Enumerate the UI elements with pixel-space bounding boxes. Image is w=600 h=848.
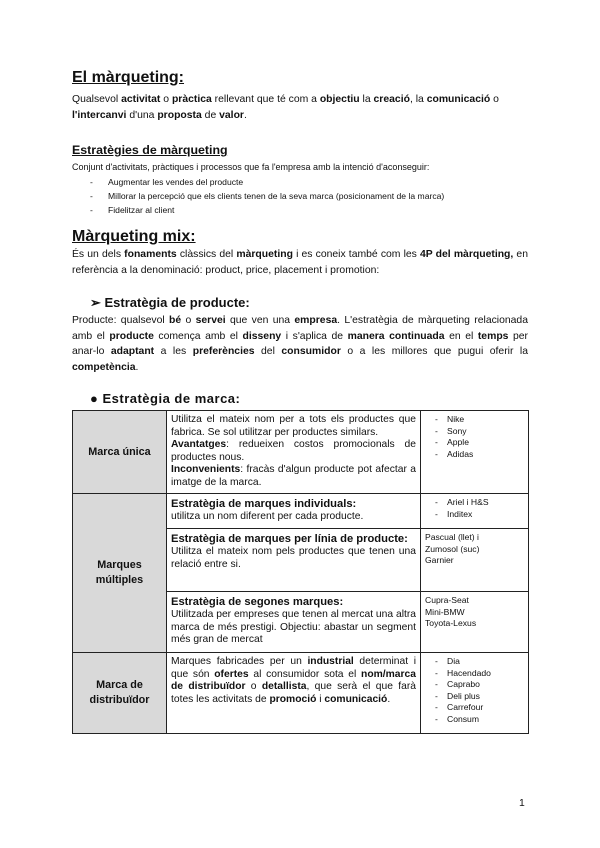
marca-distribuidor-desc: Marques fabricades per un industrial determinat i que són ofertes al consumidor sota el nom/marca de distribuïdor o detallista, que serà el que farà totes les activitats de promoció i comunicació. bbox=[167, 653, 421, 734]
marca-unica-desc: Utilitza el mateix nom per a tots els productes que fabrica. Se sol utilitzar per productes similars. Avantatges: redueixen costos promocionals de productes nous. Inconvenients: fracàs d'algun producte pot afectar a imatge de la marca. bbox=[167, 411, 421, 494]
marca-title: ● Estratègia de marca: bbox=[90, 391, 241, 406]
list-item: - Augmentar les vendes del producte bbox=[90, 175, 528, 189]
segones-marques-desc: Estratègia de segones marques: Utilitzada per empreses que tenen al mercat una altra marca de més prestigi. Objectiu: abastar un segment més gran de mercat bbox=[167, 592, 421, 653]
marca-unica-examples bbox=[421, 411, 529, 494]
list-item: - Hacendado bbox=[435, 668, 524, 680]
marques-multiples-label: Marques múltiples bbox=[73, 494, 167, 653]
list-item: - Sony bbox=[435, 426, 524, 438]
marqueting-title: El màrqueting: bbox=[72, 69, 185, 86]
list-item: - Caprabo bbox=[435, 679, 524, 691]
list-item: - Carrefour bbox=[435, 702, 524, 714]
page-number: 1 bbox=[519, 798, 525, 809]
marca-distribuidor-examples bbox=[421, 653, 529, 734]
list-item: - Consum bbox=[435, 714, 524, 726]
table-row bbox=[73, 494, 529, 529]
marca-table bbox=[72, 410, 529, 734]
producte-title: ➢ Estratègia de producte: bbox=[90, 295, 250, 310]
list-item: - Millorar la percepció que els clients tenen de la seva marca (posicionament de la marca) bbox=[90, 189, 528, 203]
marqueting-definition: Qualsevol activitat o pràctica rellevant que té com a objectiu la creació, la comunicació o l'intercanvi d'una proposta de valor. bbox=[72, 94, 499, 121]
mix-text: És un dels fonaments clàssics del màrqueting i es coneix també com les 4P del màrqueting, en referència a la denominació: product, price, placement i promotion: bbox=[72, 249, 528, 276]
linia-producte-examples: Pascual (llet) i Zumosol (suc) Garnier bbox=[421, 529, 529, 592]
individuals-examples bbox=[421, 494, 529, 529]
marca-unica-label: Marca única bbox=[73, 411, 167, 494]
page-content bbox=[72, 68, 528, 734]
list-item: - Dia bbox=[435, 656, 524, 668]
estrategies-intro: Conjunt d'activitats, pràctiques i processos que fa l'empresa amb la intenció d'aconseguir: bbox=[72, 162, 430, 172]
list-item: - Adidas bbox=[435, 449, 524, 461]
linia-producte-desc: Estratègia de marques per línia de producte: Utilitza el mateix nom pels productes que tenen una relació entre si. bbox=[167, 529, 421, 592]
list-item: - Apple bbox=[435, 437, 524, 449]
list-item: - Nike bbox=[435, 414, 524, 426]
estrategies-title: Estratègies de màrqueting bbox=[72, 143, 228, 157]
table-row bbox=[73, 653, 529, 734]
estrategies-list bbox=[72, 175, 528, 217]
producte-text: Producte: qualsevol bé o servei que ven una empresa. L'estratègia de màrqueting relacionada amb el producte comença amb el disseny i s'aplica de manera continuada en el temps per anar-lo adaptant a les preferències del consumidor o a les millores que pugui oferir la competència. bbox=[72, 315, 529, 373]
mix-title: Màrqueting mix: bbox=[72, 228, 196, 245]
segones-marques-examples: Cupra-Seat Mini-BMW Toyota-Lexus bbox=[421, 592, 529, 653]
list-item: - Deli plus bbox=[435, 691, 524, 703]
table-row bbox=[73, 411, 529, 494]
list-item: - Ariel i H&S bbox=[435, 497, 524, 509]
individuals-desc: Estratègia de marques individuals: utilitza un nom diferent per cada producte. bbox=[167, 494, 421, 529]
list-item: - Inditex bbox=[435, 509, 524, 521]
list-item: - Fidelitzar al client bbox=[90, 203, 528, 217]
marca-distribuidor-label: Marca de distribuïdor bbox=[73, 653, 167, 734]
